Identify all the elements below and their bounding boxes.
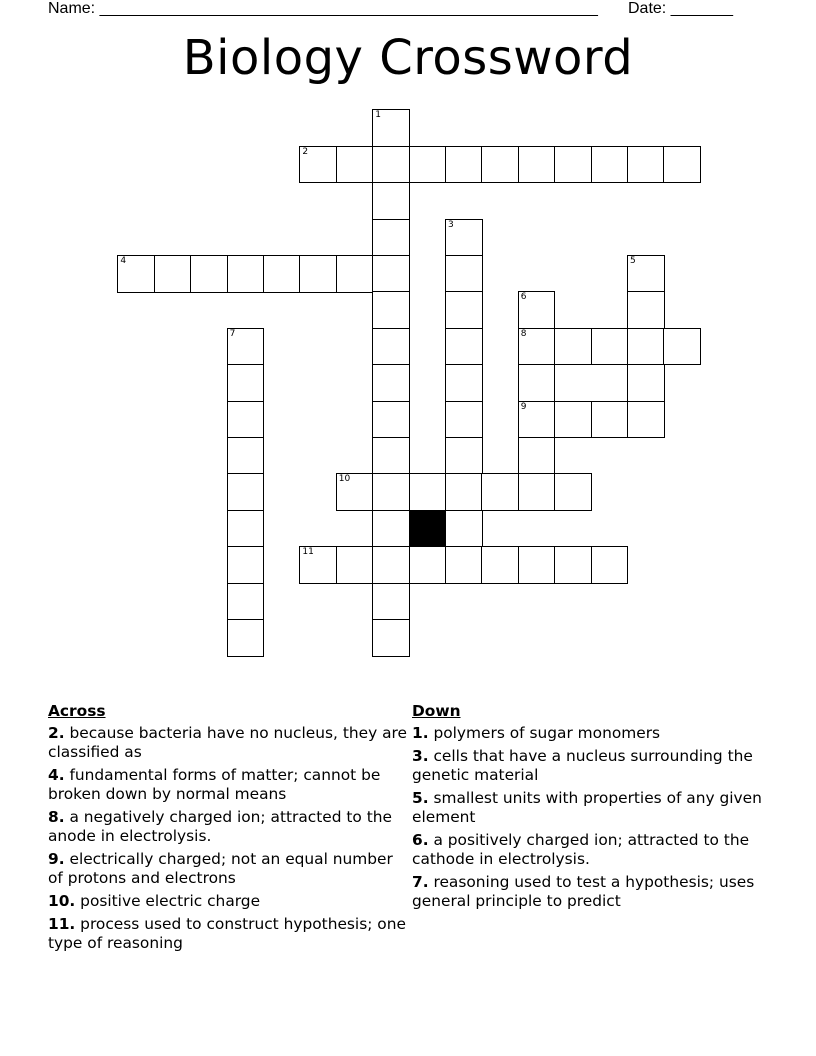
clue-number: 2 bbox=[302, 146, 309, 157]
grid-cell[interactable] bbox=[227, 546, 265, 584]
grid-cell[interactable] bbox=[518, 328, 556, 366]
grid-cell[interactable] bbox=[627, 328, 665, 366]
grid-cell[interactable] bbox=[627, 255, 665, 293]
grid-cell[interactable] bbox=[445, 146, 483, 184]
grid-cell[interactable] bbox=[372, 583, 410, 621]
grid-cell[interactable] bbox=[227, 401, 265, 439]
grid-cell[interactable] bbox=[227, 473, 265, 511]
grid-cell[interactable] bbox=[627, 364, 665, 402]
grid-cell[interactable] bbox=[445, 473, 483, 511]
grid-cell[interactable] bbox=[372, 546, 410, 584]
grid-cell[interactable] bbox=[627, 146, 665, 184]
grid-cell[interactable] bbox=[154, 255, 192, 293]
grid-cell[interactable] bbox=[299, 146, 337, 184]
across-clue-9: 9. electrically charged; not an equal number of protons and electrons bbox=[48, 850, 393, 887]
clue-number: 4 bbox=[120, 256, 127, 266]
grid-cell[interactable] bbox=[227, 328, 265, 366]
grid-cell[interactable] bbox=[591, 401, 629, 439]
grid-cell[interactable] bbox=[227, 583, 265, 621]
grid-cell[interactable] bbox=[481, 146, 519, 184]
across-clue-8: 8. a negatively charged ion; attracted to the anode in electrolysis. bbox=[48, 808, 392, 845]
clue-number: 10 bbox=[338, 474, 351, 485]
down-clues bbox=[412, 702, 772, 915]
clue-number: 8 bbox=[520, 328, 527, 339]
grid-cell[interactable] bbox=[445, 219, 483, 257]
clue-number: 1 bbox=[375, 110, 381, 121]
grid-cell[interactable] bbox=[554, 401, 592, 439]
grid-cell[interactable] bbox=[372, 146, 410, 184]
grid-cell[interactable] bbox=[227, 255, 265, 293]
name-field-label: Name: ________________________________________________________ bbox=[48, 0, 598, 17]
grid-cell[interactable] bbox=[518, 291, 556, 329]
grid-cell[interactable] bbox=[591, 328, 629, 366]
grid-cell[interactable] bbox=[409, 473, 447, 511]
grid-cell[interactable] bbox=[445, 255, 483, 293]
grid-cell[interactable] bbox=[227, 437, 265, 475]
down-clue-7: 7. reasoning used to test a hypothesis; uses general principle to predict bbox=[412, 873, 755, 910]
grid-cell[interactable] bbox=[190, 255, 228, 293]
grid-cell[interactable] bbox=[372, 109, 410, 147]
grid-cell[interactable] bbox=[518, 146, 556, 184]
grid-cell[interactable] bbox=[554, 473, 592, 511]
clue-number: 6 bbox=[520, 292, 527, 303]
grid-cell[interactable] bbox=[663, 328, 701, 366]
clue-number: 11 bbox=[302, 547, 314, 558]
grid-cell[interactable] bbox=[409, 146, 447, 184]
grid-cell[interactable] bbox=[263, 255, 301, 293]
black-cell bbox=[409, 510, 447, 548]
grid-cell[interactable] bbox=[372, 401, 410, 439]
grid-cell[interactable] bbox=[554, 546, 592, 584]
grid-cell[interactable] bbox=[336, 255, 374, 293]
grid-cell[interactable] bbox=[445, 364, 483, 402]
grid-cell[interactable] bbox=[481, 546, 519, 584]
grid-cell[interactable] bbox=[227, 619, 265, 657]
grid-cell[interactable] bbox=[372, 255, 410, 293]
grid-cell[interactable] bbox=[591, 146, 629, 184]
grid-cell[interactable] bbox=[227, 510, 265, 548]
grid-cell[interactable] bbox=[591, 546, 629, 584]
grid-cell[interactable] bbox=[117, 255, 155, 293]
grid-cell[interactable] bbox=[518, 401, 556, 439]
grid-cell[interactable] bbox=[372, 291, 410, 329]
across-clue-10: 10. positive electric charge bbox=[48, 892, 261, 910]
grid-cell[interactable] bbox=[554, 328, 592, 366]
grid-cell[interactable] bbox=[336, 546, 374, 584]
clue-number: 5 bbox=[630, 256, 636, 266]
grid-cell[interactable] bbox=[627, 401, 665, 439]
grid-cell[interactable] bbox=[445, 291, 483, 329]
down-heading: Down bbox=[412, 702, 461, 720]
date-field-label: Date: _______ bbox=[628, 0, 733, 17]
grid-cell[interactable] bbox=[627, 291, 665, 329]
clue-number: 7 bbox=[229, 328, 236, 339]
grid-cell[interactable] bbox=[445, 510, 483, 548]
grid-cell[interactable] bbox=[372, 364, 410, 402]
across-heading: Across bbox=[48, 702, 106, 720]
grid-cell[interactable] bbox=[445, 328, 483, 366]
grid-cell[interactable] bbox=[409, 546, 447, 584]
grid-cell[interactable] bbox=[372, 219, 410, 257]
grid-cell[interactable] bbox=[299, 546, 337, 584]
grid-cell[interactable] bbox=[336, 146, 374, 184]
grid-cell[interactable] bbox=[336, 473, 374, 511]
grid-cell[interactable] bbox=[445, 401, 483, 439]
grid-cell[interactable] bbox=[518, 546, 556, 584]
across-clue-4: 4. fundamental forms of matter; cannot be broken down by normal means bbox=[48, 766, 381, 803]
across-clue-11: 11. process used to construct hypothesis; one type of reasoning bbox=[48, 915, 406, 952]
across-clues bbox=[48, 702, 408, 957]
grid-cell[interactable] bbox=[481, 473, 519, 511]
grid-cell[interactable] bbox=[445, 546, 483, 584]
grid-cell[interactable] bbox=[518, 437, 556, 475]
grid-cell[interactable] bbox=[372, 328, 410, 366]
grid-cell[interactable] bbox=[518, 473, 556, 511]
down-clue-6: 6. a positively charged ion; attracted to the cathode in electrolysis. bbox=[412, 831, 750, 868]
grid-cell[interactable] bbox=[372, 619, 410, 657]
down-clue-3: 3. cells that have a nucleus surrounding the genetic material bbox=[412, 747, 753, 784]
grid-cell[interactable] bbox=[518, 364, 556, 402]
grid-cell[interactable] bbox=[663, 146, 701, 184]
grid-cell[interactable] bbox=[372, 437, 410, 475]
grid-cell[interactable] bbox=[372, 473, 410, 511]
grid-cell[interactable] bbox=[554, 146, 592, 184]
clue-number: 9 bbox=[520, 401, 527, 412]
grid-cell[interactable] bbox=[445, 437, 483, 475]
down-clue-5: 5. smallest units with properties of any given element bbox=[412, 789, 762, 826]
down-clue-1: 1. polymers of sugar monomers bbox=[412, 724, 661, 742]
grid-cell[interactable] bbox=[227, 364, 265, 402]
grid-cell[interactable] bbox=[299, 255, 337, 293]
clue-number: 3 bbox=[448, 219, 454, 230]
page-title: Biology Crossword bbox=[182, 30, 634, 86]
across-clue-2: 2. because bacteria have no nucleus, they are classified as bbox=[48, 724, 407, 761]
grid-cell[interactable] bbox=[372, 182, 410, 220]
grid-cell[interactable] bbox=[372, 510, 410, 548]
